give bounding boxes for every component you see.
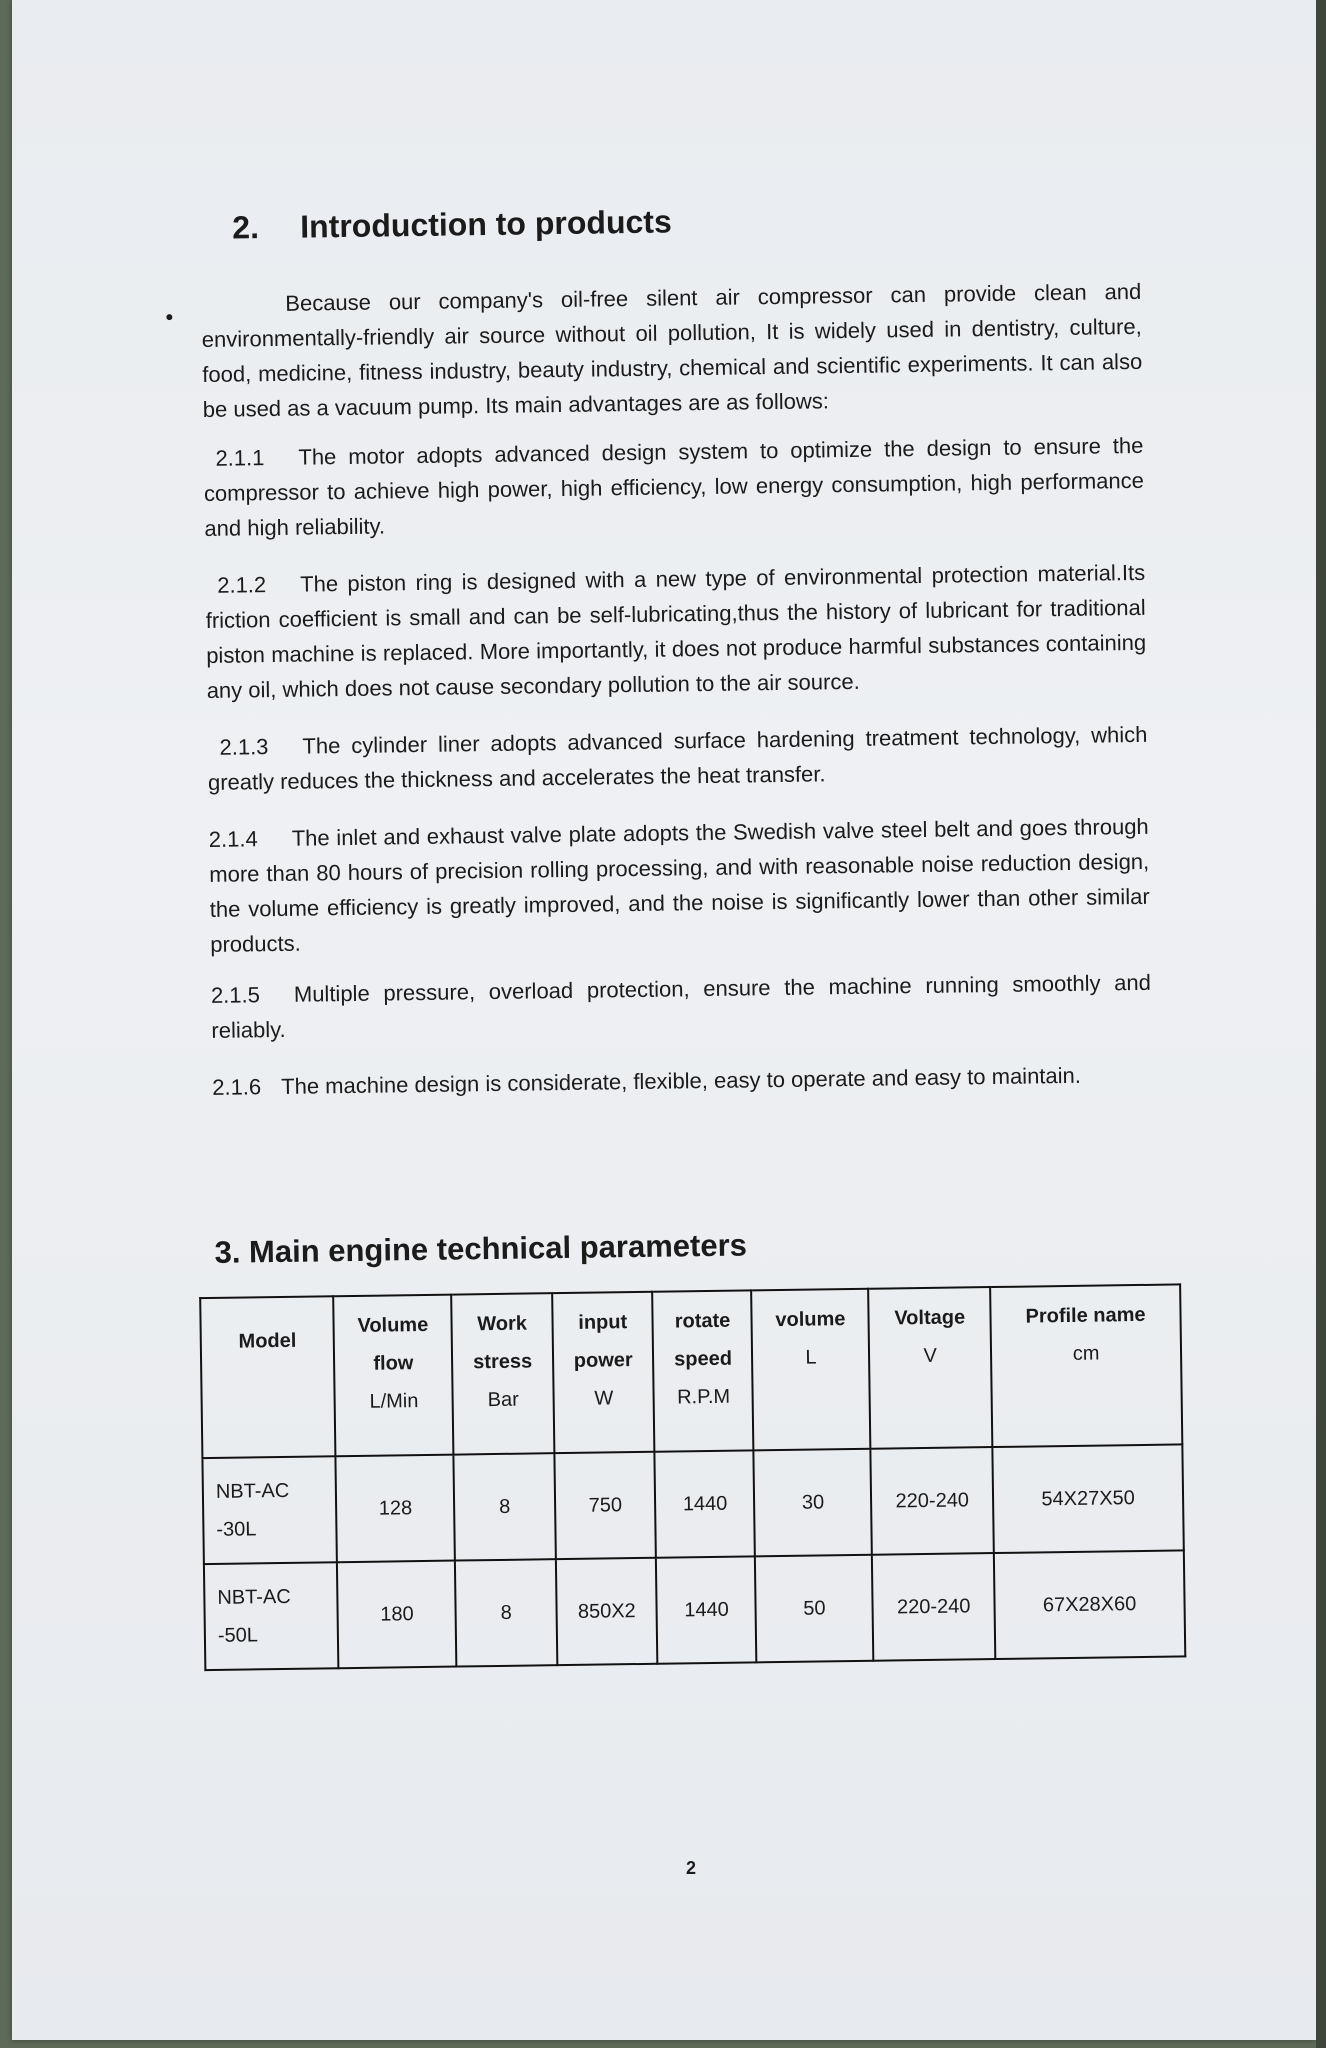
cell-speed: 1440: [655, 1450, 755, 1557]
section-2-number: 2.: [231, 209, 260, 246]
table-row: [202, 1444, 1183, 1564]
item-text: The motor adopts advanced design system to optimize the design to ensure the compressor to achieve high power, high efficiency, low energy consumption, high performance and high reliability.: [203, 432, 1145, 541]
cell-profile: 54X27X50: [992, 1444, 1183, 1553]
cell-speed: 1440: [656, 1556, 756, 1663]
table-row: [204, 1550, 1185, 1670]
cell-power: 750: [554, 1452, 656, 1559]
cell-voltage: 220-240: [872, 1553, 995, 1661]
item-number: 2.1.1: [215, 445, 265, 471]
cell-volume: 50: [755, 1555, 873, 1663]
item-2-1-3: [207, 717, 1148, 800]
cell-stress: 8: [454, 1453, 556, 1560]
parameters-table: [199, 1283, 1186, 1671]
header-volume: volume L: [752, 1289, 871, 1451]
item-2-1-1: [203, 428, 1144, 546]
header-model: Model: [200, 1296, 336, 1458]
header-work-stress: Work stress Bar: [451, 1293, 554, 1454]
table-header-row: [200, 1284, 1182, 1458]
header-voltage: Voltage V: [868, 1287, 992, 1449]
bullet-mark: •: [165, 304, 174, 330]
item-2-1-2: [205, 555, 1147, 708]
header-input-power: input power W: [552, 1292, 655, 1453]
page-edge: [1316, 0, 1326, 2048]
section-3-heading: 3. Main engine technical parameters: [214, 1227, 748, 1270]
cell-voltage: 220-240: [871, 1447, 994, 1555]
document-content: [165, 197, 1160, 1671]
item-text: Multiple pressure, overload protection, ensure the machine running smoothly and reliably.: [211, 969, 1152, 1043]
item-2-1-4: [209, 809, 1151, 962]
cell-stress: 8: [455, 1559, 557, 1666]
intro-paragraph: Because our company's oil-free silent air compressor can provide clean and environmentally-friendly air source without oil pollution, It is widely used in dentistry, culture, food, medicine, fitness industry, beauty industry, chemical and scientific experiments. It can also be used as a vacuum pump. Its main advantages are as follows:: [201, 278, 1143, 422]
item-text: The machine design is considerate, flexible, easy to operate and easy to maintain.: [281, 1062, 1082, 1099]
item-number: 2.1.5: [210, 982, 261, 1008]
cell-volume: 30: [754, 1449, 872, 1557]
item-number: 2.1.3: [219, 734, 269, 760]
cell-power: 850X2: [556, 1558, 658, 1665]
page-number: 2: [686, 1858, 697, 1878]
header-volume-flow: Volume flow L/Min: [334, 1295, 454, 1457]
item-text: The cylinder liner adopts advanced surface hardening treatment technology, which greatly reduces the thickness and accelerates the heat transfer.: [207, 721, 1148, 795]
item-2-1-6: [212, 1057, 1152, 1105]
item-number: 2.1.6: [212, 1074, 262, 1100]
cell-flow: 180: [337, 1561, 456, 1669]
item-text: The inlet and exhaust valve plate adopts the Swedish valve steel belt and goes through more than 80 hours of precision rolling processing, and with reasonable noise reduction design, the volume efficiency is greatly improved, and the noise is significantly lower than other similar products.: [209, 813, 1150, 957]
item-text: The piston ring is designed with a new type of environmental protection material.Its friction coefficient is small and can be self-lubricating,thus the history of lubricant for traditional piston machine is replaced. More importantly, it does not produce harmful substances containing any oil, which does not cause secondary pollution to the air source.: [205, 559, 1147, 703]
cell-flow: 128: [336, 1455, 455, 1563]
header-profile-name: Profile name cm: [990, 1284, 1182, 1447]
cell-model: NBT-AC -30L: [202, 1456, 337, 1564]
cell-model: NBT-AC -50L: [204, 1562, 339, 1670]
item-number: 2.1.2: [217, 572, 267, 598]
item-number: 2.1.4: [208, 826, 258, 852]
section-2-title: Introduction to products: [299, 203, 672, 245]
cell-profile: 67X28X60: [994, 1550, 1185, 1659]
header-rotate-speed: rotate speed R.P.M: [653, 1290, 754, 1451]
item-2-1-5: [211, 965, 1152, 1048]
